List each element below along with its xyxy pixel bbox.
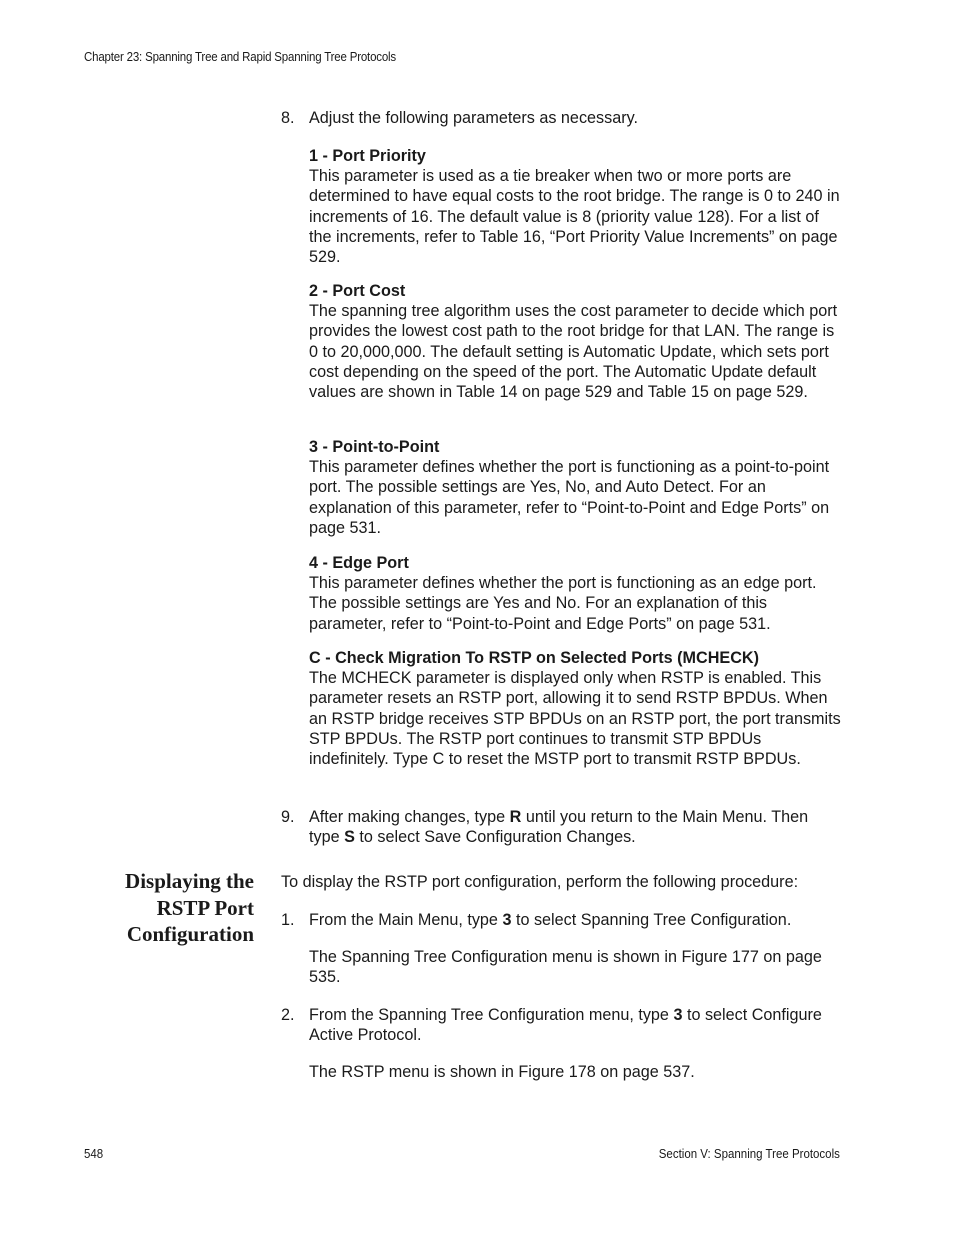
param-title: 2 - Port Cost: [309, 282, 406, 300]
param-title: 4 - Edge Port: [309, 554, 409, 572]
heading-line: Configuration: [126, 922, 254, 946]
text-fragment: After making changes, type: [309, 808, 510, 826]
text-fragment: to select Save Configuration Changes.: [354, 828, 636, 847]
step-note: The RSTP menu is shown in Figure 178 on page 537.: [309, 1063, 695, 1081]
step-text: [309, 807, 841, 847]
param-description: This parameter defines whether the port is functioning as an edge port. The possible settings are Yes and No. For an explanation of this parameter, refer to “Point-to-Point and Edge Ports” on page 531.: [309, 574, 817, 633]
page-number: 548: [84, 1147, 104, 1161]
heading-line: Displaying the: [125, 869, 254, 893]
key-s: S: [344, 828, 355, 847]
param-description: The spanning tree algorithm uses the cost parameter to decide which port provides the lowest cost path to the root bridge for that LAN. The range is 0 to 20,000,000. The default setting is Automatic Update, which sets port cost depending on the speed of the port. The Automatic Update default values are shown in Table 14 on page 529 and Table 15 on page 529.: [309, 302, 838, 402]
text-fragment: to select Configure Active Protocol.: [309, 1006, 822, 1045]
step-note: The Spanning Tree Configuration menu is shown in Figure 177 on page 535.: [309, 948, 822, 987]
param-check-migration: [309, 648, 841, 769]
step-number: 9.: [281, 808, 295, 826]
step-number: 2.: [281, 1006, 295, 1024]
param-point-to-point: [309, 437, 841, 538]
param-title: 1 - Port Priority: [309, 147, 426, 165]
text-fragment: to select Spanning Tree Configuration.: [511, 911, 792, 929]
text-fragment: until you return to the Main Menu. Then type: [309, 808, 809, 847]
param-port-priority: [309, 146, 841, 267]
param-title: 3 - Point-to-Point: [309, 438, 440, 456]
step-text: [309, 1005, 841, 1045]
step-number: 1.: [281, 911, 295, 929]
text-fragment: From the Main Menu, type: [309, 911, 503, 929]
param-description: This parameter is used as a tie breaker when two or more ports are determined to have equal costs to the root bridge. The range is 0 to 240 in increments of 16. The default value is 8 (priority value 128). For a list of the increments, refer to Table 16, “Port Priority Value Increments” on page 529.: [309, 167, 840, 267]
heading-line: RSTP Port: [156, 895, 254, 920]
param-description: This parameter defines whether the port is functioning as a point-to-point port. The possible settings are Yes, No, and Auto Detect. For an explanation of this parameter, refer to “Point-to-Point and Edge Ports” on page 531.: [309, 458, 830, 537]
running-head: Chapter 23: Spanning Tree and Rapid Spanning Tree Protocols: [84, 50, 397, 64]
param-title: C - Check Migration To RSTP on Selected Ports (MCHECK): [309, 649, 759, 667]
text-fragment: From the Spanning Tree Configuration menu, type: [309, 1006, 674, 1024]
key-3: 3: [502, 911, 512, 929]
step-text: [309, 910, 841, 930]
section-heading: [84, 868, 254, 948]
key-3: 3: [673, 1006, 683, 1024]
step-text: Adjust the following parameters as necessary.: [309, 109, 639, 127]
key-r: R: [509, 808, 522, 826]
section-intro: To display the RSTP port configuration, perform the following procedure:: [281, 873, 799, 891]
param-port-cost: [309, 281, 841, 402]
step-number: 8.: [281, 109, 295, 127]
param-description: The MCHECK parameter is displayed only when RSTP is enabled. This parameter resets an RSTP port, allowing it to send RSTP BPDUs. When an RSTP bridge receives STP BPDUs on an RSTP port, the port transmits STP BPDUs. The RSTP port continues to transmit STP BPDUs indefinitely. Type C to reset the MSTP port to transmit RSTP BPDUs.: [309, 669, 841, 769]
footer-section: Section V: Spanning Tree Protocols: [658, 1147, 840, 1161]
param-edge-port: [309, 553, 841, 634]
